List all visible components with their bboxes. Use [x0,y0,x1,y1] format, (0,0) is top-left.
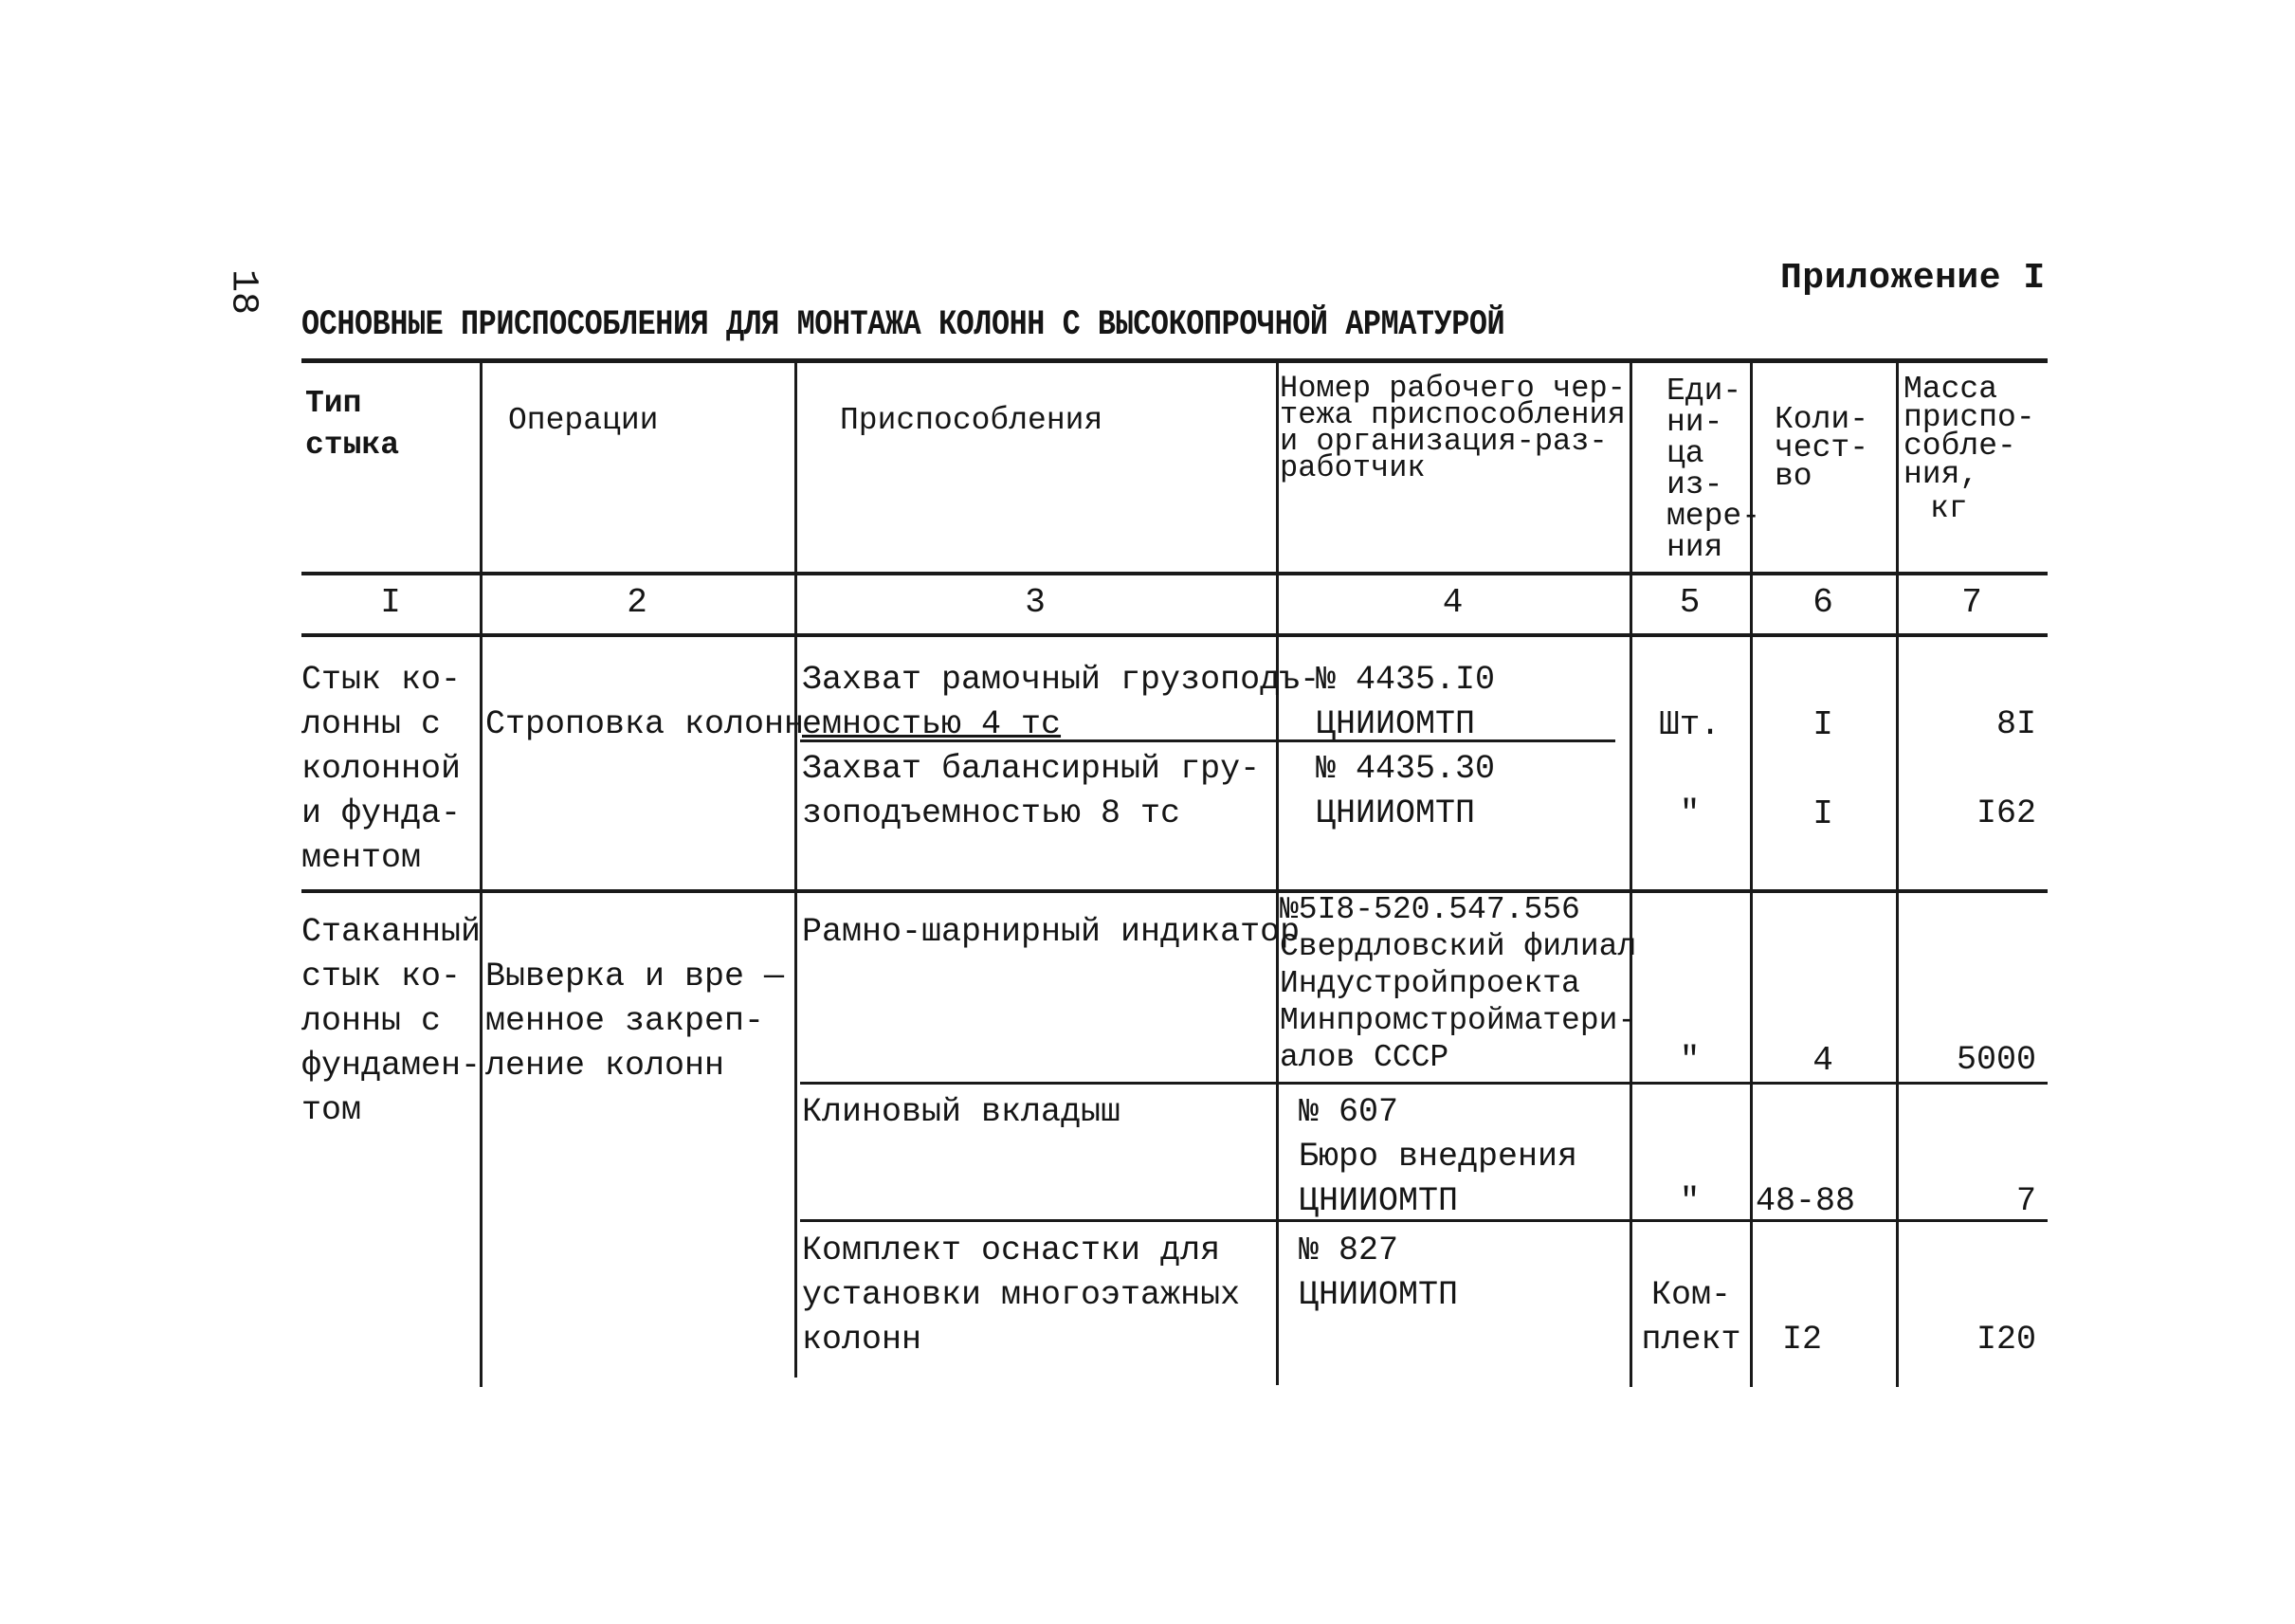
device-cell: Клиновый вкладыш [802,1093,1121,1131]
unit-cell: " [1679,1182,1701,1221]
unit-cell: " [1679,794,1701,833]
device-cell: Рамно-шарнирный индикатор [802,913,1301,951]
quantity-cell: 4 [1812,1041,1833,1080]
unit-cell: Шт. [1659,705,1721,744]
page-number: 18 [221,268,264,316]
table-top-rule [301,358,2048,363]
page-title: ОСНОВНЫЕ ПРИСПОСОБЛЕНИЯ ДЛЯ МОНТАЖА КОЛОНН С ВЫСОКОПРОЧНОЙ АРМАТУРОЙ [301,305,1505,345]
header-mass: Масса приспо- собле- ния, кг [1903,372,2035,526]
column-number: 5 [1679,583,1701,622]
col-divider [1896,363,1899,1387]
unit-cell: Ком- плект [1641,1276,1741,1359]
header-quantity: Коли- чест- во [1775,402,1869,494]
mass-cell: 8I [1995,705,2036,743]
mass-cell: 7 [2015,1182,2036,1220]
header-operations: Операции [508,403,659,438]
column-number: 4 [1442,583,1464,622]
column-number: 6 [1812,583,1833,622]
column-number: 2 [627,583,647,622]
col-divider [1630,363,1632,1387]
quantity-cell: I2 [1782,1321,1823,1359]
header-joint-type: Тип стыка [305,386,400,463]
drawing-cell: № 4435.I0 ЦНИИОМТП [1316,661,1496,743]
drawing-cell: № 4435.30 ЦНИИОМТП [1316,750,1496,832]
unit-cell: " [1679,1041,1701,1080]
column-number: 3 [1025,583,1046,622]
col-divider [480,363,483,1387]
operation-cell: Выверка и вре — менное закреп- ление колонн [485,958,785,1085]
drawing-cell: № 827 ЦНИИОМТП [1299,1232,1459,1314]
operation-cell: Строповка колонн [485,705,805,743]
header-unit: Еди- ни- ца из- мере- ния [1667,374,1761,565]
device-cell: Захват рамочный грузоподъ- емностью 4 тс [802,661,1321,743]
col-divider [794,363,797,1378]
header-drawing-number: Номер рабочего чер- тежа приспособления и организация-раз- работчик [1280,371,1626,485]
joint-type-cell: Стаканный стык ко- лонны с фундамен- том [301,913,482,1129]
mass-cell: 5000 [1956,1041,2036,1079]
numbers-bottom-rule [301,633,2048,637]
column-number: 7 [1961,583,1982,622]
drawing-cell: № 607 Бюро внедрения ЦНИИОМТП [1299,1093,1578,1220]
device-cell: Комплект оснастки для установки многоэтажных колонн [802,1232,1241,1359]
column-number: I [380,583,401,622]
col-divider [1276,363,1279,1385]
quantity-cell: I [1812,705,1833,744]
device-cell: Захват балансирный гру- зоподъемностью 8 тс [802,750,1261,832]
drawing-cell: №5I8-520.547.556 Свердловский филиал Индустройпроекта Минпромстройматери- алов СССР [1280,892,1637,1075]
group-divider-rule [301,889,2048,893]
appendix-label: Приложение I [1780,258,2046,299]
mass-cell: I20 [1976,1321,2036,1359]
quantity-cell: 48-88 [1756,1182,1856,1220]
header-bottom-rule [301,572,2048,575]
joint-type-cell: Стык ко- лонны с колонной и фунда- ментом [301,661,462,877]
header-devices: Приспособления [840,403,1103,438]
mass-cell: I62 [1976,794,2036,832]
quantity-cell: I [1812,794,1833,833]
